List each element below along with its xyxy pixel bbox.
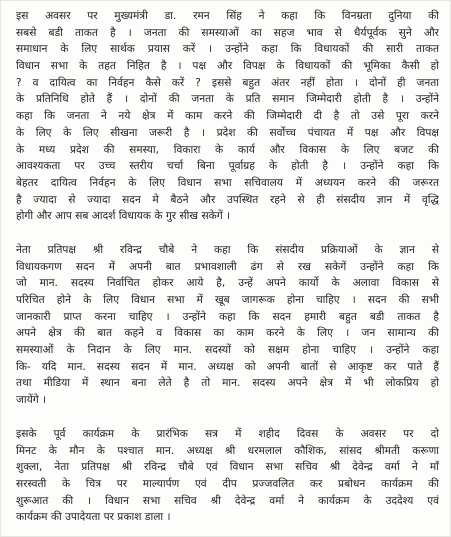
text-line: कहा कि जनता ने नये क्षेत्र में काम करने की जिम्मेदारी दी है तो उसे पूरा करने: [16, 110, 439, 123]
paragraph-gap: [16, 409, 439, 426]
text-line: सबसे बडी ताकत है । जनता की समस्याओं का सहज भाव से धैर्यपूर्वक सुने और: [16, 26, 439, 39]
text-line: समस्याओं के निदान के लिए मान. सदस्यों को सक्षम होना चाहिए । उन्होंने कहा: [16, 344, 439, 357]
text-line: शुरूआत की । विधान सभा सचिव श्री देवेन्द्र वर्मा ने कार्यक्रम के उददेश्य एवं: [16, 494, 439, 507]
text-line: अपने क्षेत्र की बात कहने व विकास का काम करने के लिए । जन सामान्य की: [16, 327, 439, 340]
text-line: जो मान. सदस्य निर्वाचित होकर आये है, उन्हें अपने कार्यो के अलावा विकास से: [16, 277, 439, 290]
text-line: इस अवसर पर मुख्यमंत्री डा. रमन सिंह ने कहा कि विनम्रता दुनिया की: [16, 10, 439, 22]
text-line: के मध्य प्रदेश की समस्या, विकारा के कार्य और विकास के लिए बजट की: [16, 143, 439, 156]
text-line: बेहतर दायित्व निर्वहन के लिए विधान सभा सचिवालय में अध्ययन करने की जरूरत: [16, 176, 439, 189]
paragraph-chief-minister: [16, 8, 439, 225]
paragraph-opening-session: [16, 426, 439, 526]
text-line: नेता प्रतिपक्ष श्री रविन्द्र चौबे ने कहा कि संसदीय प्रक्रियाओं के ज्ञान से: [16, 243, 439, 256]
document-body: [16, 8, 439, 526]
text-line: समाधान के लिए सार्थक प्रयास करें । उन्होंने कहा कि विधायकों की सारी ताकत: [16, 43, 439, 56]
text-line: आवश्यकता पर उच्च स्तरीय चर्चा बिना पूर्वाग्रह के होती है । उन्होंने कहा कि: [16, 160, 439, 173]
text-line: विधान सभा के तहत निहित है । पक्ष और विपक्ष के विधायकों की भूमिका कैसी हो: [16, 60, 439, 73]
text-line: मिनट के मौन के पश्चात मान. अध्यक्ष श्री धरमलाल कौशिक, सांसद श्रीमती करूणा: [16, 444, 439, 457]
text-line: के प्रतिनिधि होते हैं । दोनों की जनता के प्रति समान जिम्मेदारी होती है । उन्होंने: [16, 93, 439, 106]
text-line: ? व दायित्व का निर्वहन कैसे करें ? इससे बहुत अंतर नहीं होता । दोनों ही जनता: [16, 76, 439, 89]
text-line: विधायकगण सदन में अपनी बात प्रभावशाली ढंग से रख सकेगें उन्होंने कहा कि: [16, 260, 439, 273]
text-line: के लिए के लिए सीखना जरूरी है । प्रदेश की सर्वोच्च पंचायत में पक्ष और विपक्ष: [16, 126, 439, 139]
text-line: जायेंगे ।: [16, 394, 47, 407]
text-line: कि- यदि मान. सदस्य सदन में मान. अध्यक्ष को अपनी बातों से आकृष्ट कर पाते हैं: [16, 360, 439, 373]
text-line: है ज्यादा से ज्यादा सदन मे बैठने और उपस्थित रहने से ही संसदीय ज्ञान में वृद्धि: [16, 193, 439, 206]
paragraph-gap: [16, 225, 439, 242]
text-line: परिचित होने के लिए विधान सभा में खूब जागरूक होना चाहिए । सदन की सभी: [16, 294, 439, 306]
paragraph-opposition-leader: [16, 242, 439, 409]
text-line: जानकारी प्राप्त करना चाहिए । उन्होंने कहा कि सदन हमारी बहुत बडी ताकत है: [16, 310, 439, 323]
text-line: कार्यक्रम की उपादेयता पर प्रकाश डाला ।: [16, 511, 171, 524]
text-line: शुक्ला, नेता प्रतिपक्ष श्री रविन्द्र चौबे एवं विधान सभा सचिव श्री देवेन्द्र वर्मा ने माँ: [16, 461, 439, 474]
text-line: तथा मीडिया में स्थान बना लेते है तो मान. सदस्य अपने क्षेत्र में भी लोकप्रिय हो: [16, 377, 439, 390]
text-line: इसके पूर्व कार्यक्रम के प्रारंभिक सत्र में शहीद दिवस के अवसर पर दो: [16, 427, 439, 440]
text-line: सरस्वती के चित्र पर माल्यार्पण एवं दीप प्रज्जवलित कर प्रबोधन कार्यक्रम की: [16, 477, 439, 490]
text-line: होगी और आप सब आदर्श विधायक के गुर सीख सकेगें ।: [16, 210, 231, 223]
